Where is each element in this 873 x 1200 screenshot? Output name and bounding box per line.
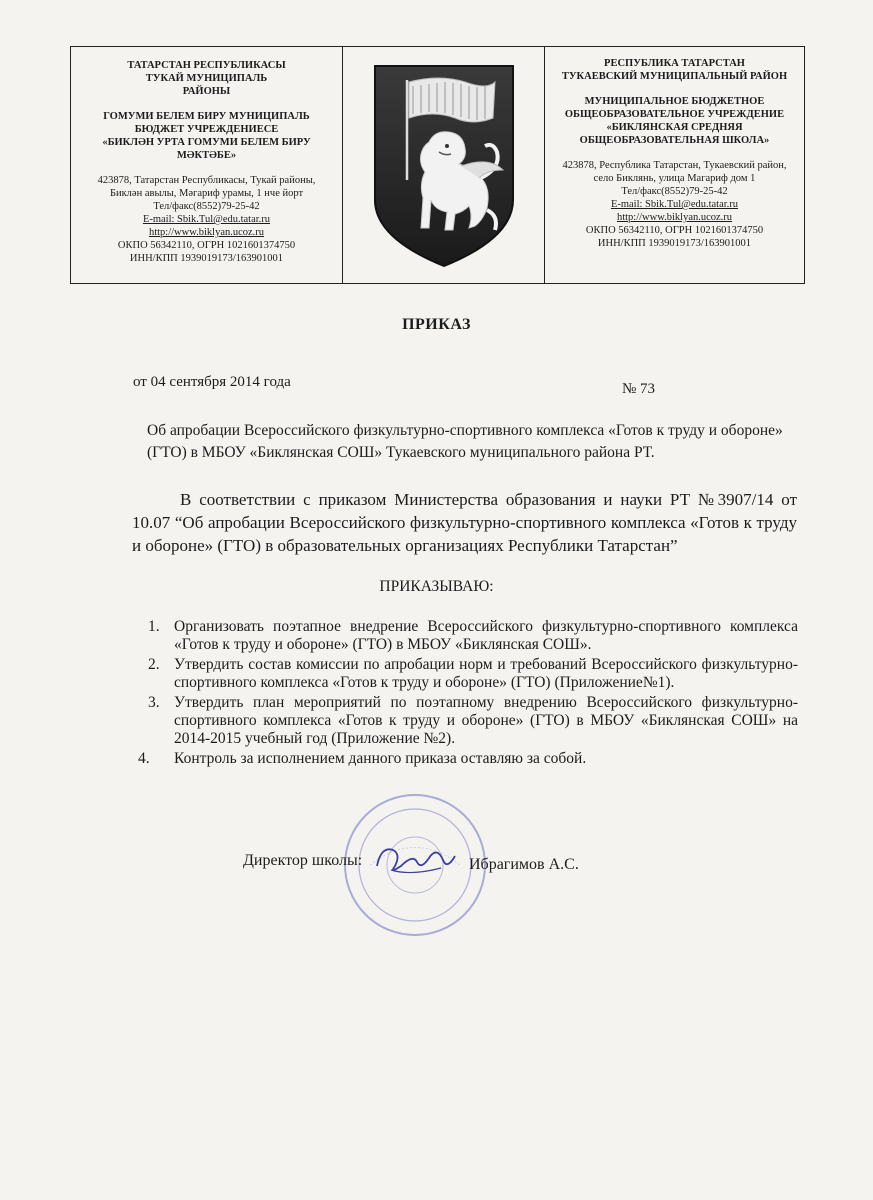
item-number: 4.	[138, 750, 150, 767]
tatar-org-line: ТУКАЙ МУНИЦИПАЛЬ	[145, 73, 268, 84]
item-text: Организовать поэтапное внедрение Всероссийского физкультурно-спортивного комплекса «Готов к труду и обороне» (ГТО) в МБОУ «Биклянская СОШ».	[174, 618, 798, 653]
item-number: 1.	[148, 618, 160, 635]
russian-address-line: 423878, Республика Татарстан, Тукаевский район,	[562, 160, 787, 171]
item-number: 3.	[148, 694, 160, 711]
item-text: Утвердить состав комиссии по апробации норм и требований Всероссийского физкультурно-спортивного комплекса «Готов к труду и обороне» (ГТО) (Приложение№1).	[174, 656, 798, 691]
list-item	[148, 656, 798, 692]
order-date: от 04 сентября 2014 года	[133, 374, 291, 390]
russian-org-line: РЕСПУБЛИКА ТАТАРСТАН	[604, 58, 745, 69]
tatar-school-line: ГОМУМИ БЕЛЕМ БИРУ МУНИЦИПАЛЬ	[103, 111, 310, 122]
preamble-text: В соответствии с приказом Министерства образования и науки РТ №3907/14 от 10.07 “Об апробации Всероссийского физкультурно-спортивного комплекса «Готов к труду и обороне» (ГТО) в образовательных организациях Республики Татарстан”	[132, 490, 797, 555]
signer-title: Директор школы:	[243, 852, 363, 869]
russian-school-line: ОБЩЕОБРАЗОВАТЕЛЬНОЕ УЧРЕЖДЕНИЕ	[564, 109, 785, 120]
russian-org-line: ТУКАЕВСКИЙ МУНИЦИПАЛЬНЫЙ РАЙОН	[561, 71, 788, 82]
handwritten-signature-icon	[371, 836, 461, 880]
tatar-address-line: Биклән авылы, Мәгариф урамы, 1 нче йорт	[109, 188, 304, 199]
letterhead-tatar-column	[71, 47, 343, 283]
tatar-okpo: ОКПО 56342110, ОГРН 1021601374750	[117, 240, 296, 251]
russian-address-line: Тел/факс(8552)79-25-42	[621, 186, 728, 197]
list-item	[148, 694, 798, 748]
russian-website[interactable]: http://www.biklyan.ucoz.ru	[616, 212, 733, 223]
letterhead	[70, 46, 805, 284]
russian-address-line: село Биклянь, улица Магариф дом 1	[593, 173, 756, 184]
emblem-column	[343, 47, 545, 283]
list-item	[138, 750, 798, 768]
tatar-school-line: МӘКТӘБЕ»	[176, 150, 237, 161]
tatar-address-line: Тел/факс(8552)79-25-42	[153, 201, 260, 212]
coat-of-arms-icon	[369, 60, 519, 270]
letterhead-russian-column	[545, 47, 804, 283]
signer-name: Ибрагимов А.С.	[469, 856, 579, 873]
russian-inn: ИНН/КПП 1939019173/163901001	[597, 238, 752, 249]
item-text: Утвердить план мероприятий по поэтапному внедрению Всероссийского физкультурно-спортивного комплекса «Готов к труду и обороне» (ГТО) в МБОУ «Биклянская СОШ» на 2014-2015 учебный год (Приложение №2).	[174, 694, 798, 747]
russian-school-line: МУНИЦИПАЛЬНОЕ БЮДЖЕТНОЕ	[584, 96, 765, 107]
tatar-org-line: РАЙОНЫ	[182, 86, 231, 97]
item-text: Контроль за исполнением данного приказа оставляю за собой.	[174, 750, 587, 767]
order-items-list	[138, 618, 798, 770]
document-title: ПРИКАЗ	[402, 316, 471, 333]
list-item	[148, 618, 798, 654]
order-preamble	[132, 488, 797, 557]
russian-school-line: ОБЩЕОБРАЗОВАТЕЛЬНАЯ ШКОЛА»	[579, 135, 770, 146]
order-directive: ПРИКАЗЫВАЮ:	[379, 578, 494, 595]
tatar-school-line: «БИКЛӘН УРТА ГОМУМИ БЕЛЕМ БИРУ	[102, 137, 311, 148]
tatar-school-line: БЮДЖЕТ УЧРЕЖДЕНИЕСЕ	[134, 124, 279, 135]
tatar-inn: ИНН/КПП 1939019173/163901001	[129, 253, 284, 264]
order-number: № 73	[622, 381, 656, 397]
russian-okpo: ОКПО 56342110, ОГРН 1021601374750	[585, 225, 764, 236]
russian-school-line: «БИКЛЯНСКАЯ СРЕДНЯЯ	[606, 122, 743, 133]
russian-email[interactable]: E-mail: Sbik.Tul@edu.tatar.ru	[610, 199, 739, 210]
tatar-website[interactable]: http://www.biklyan.ucoz.ru	[148, 227, 265, 238]
tatar-org-line: ТАТАРСТАН РЕСПУБЛИКАСЫ	[127, 60, 286, 71]
tatar-email[interactable]: E-mail: Sbik.Tul@edu.tatar.ru	[142, 214, 271, 225]
item-number: 2.	[148, 656, 160, 673]
tatar-address-line: 423878, Татарстан Республикасы, Тукай районы,	[97, 175, 316, 186]
order-subject: Об апробации Всероссийского физкультурно-спортивного комплекса «Готов к труду и обороне» (ГТО) в МБОУ «Биклянская СОШ» Тукаевского муниципального района РТ.	[147, 422, 783, 461]
